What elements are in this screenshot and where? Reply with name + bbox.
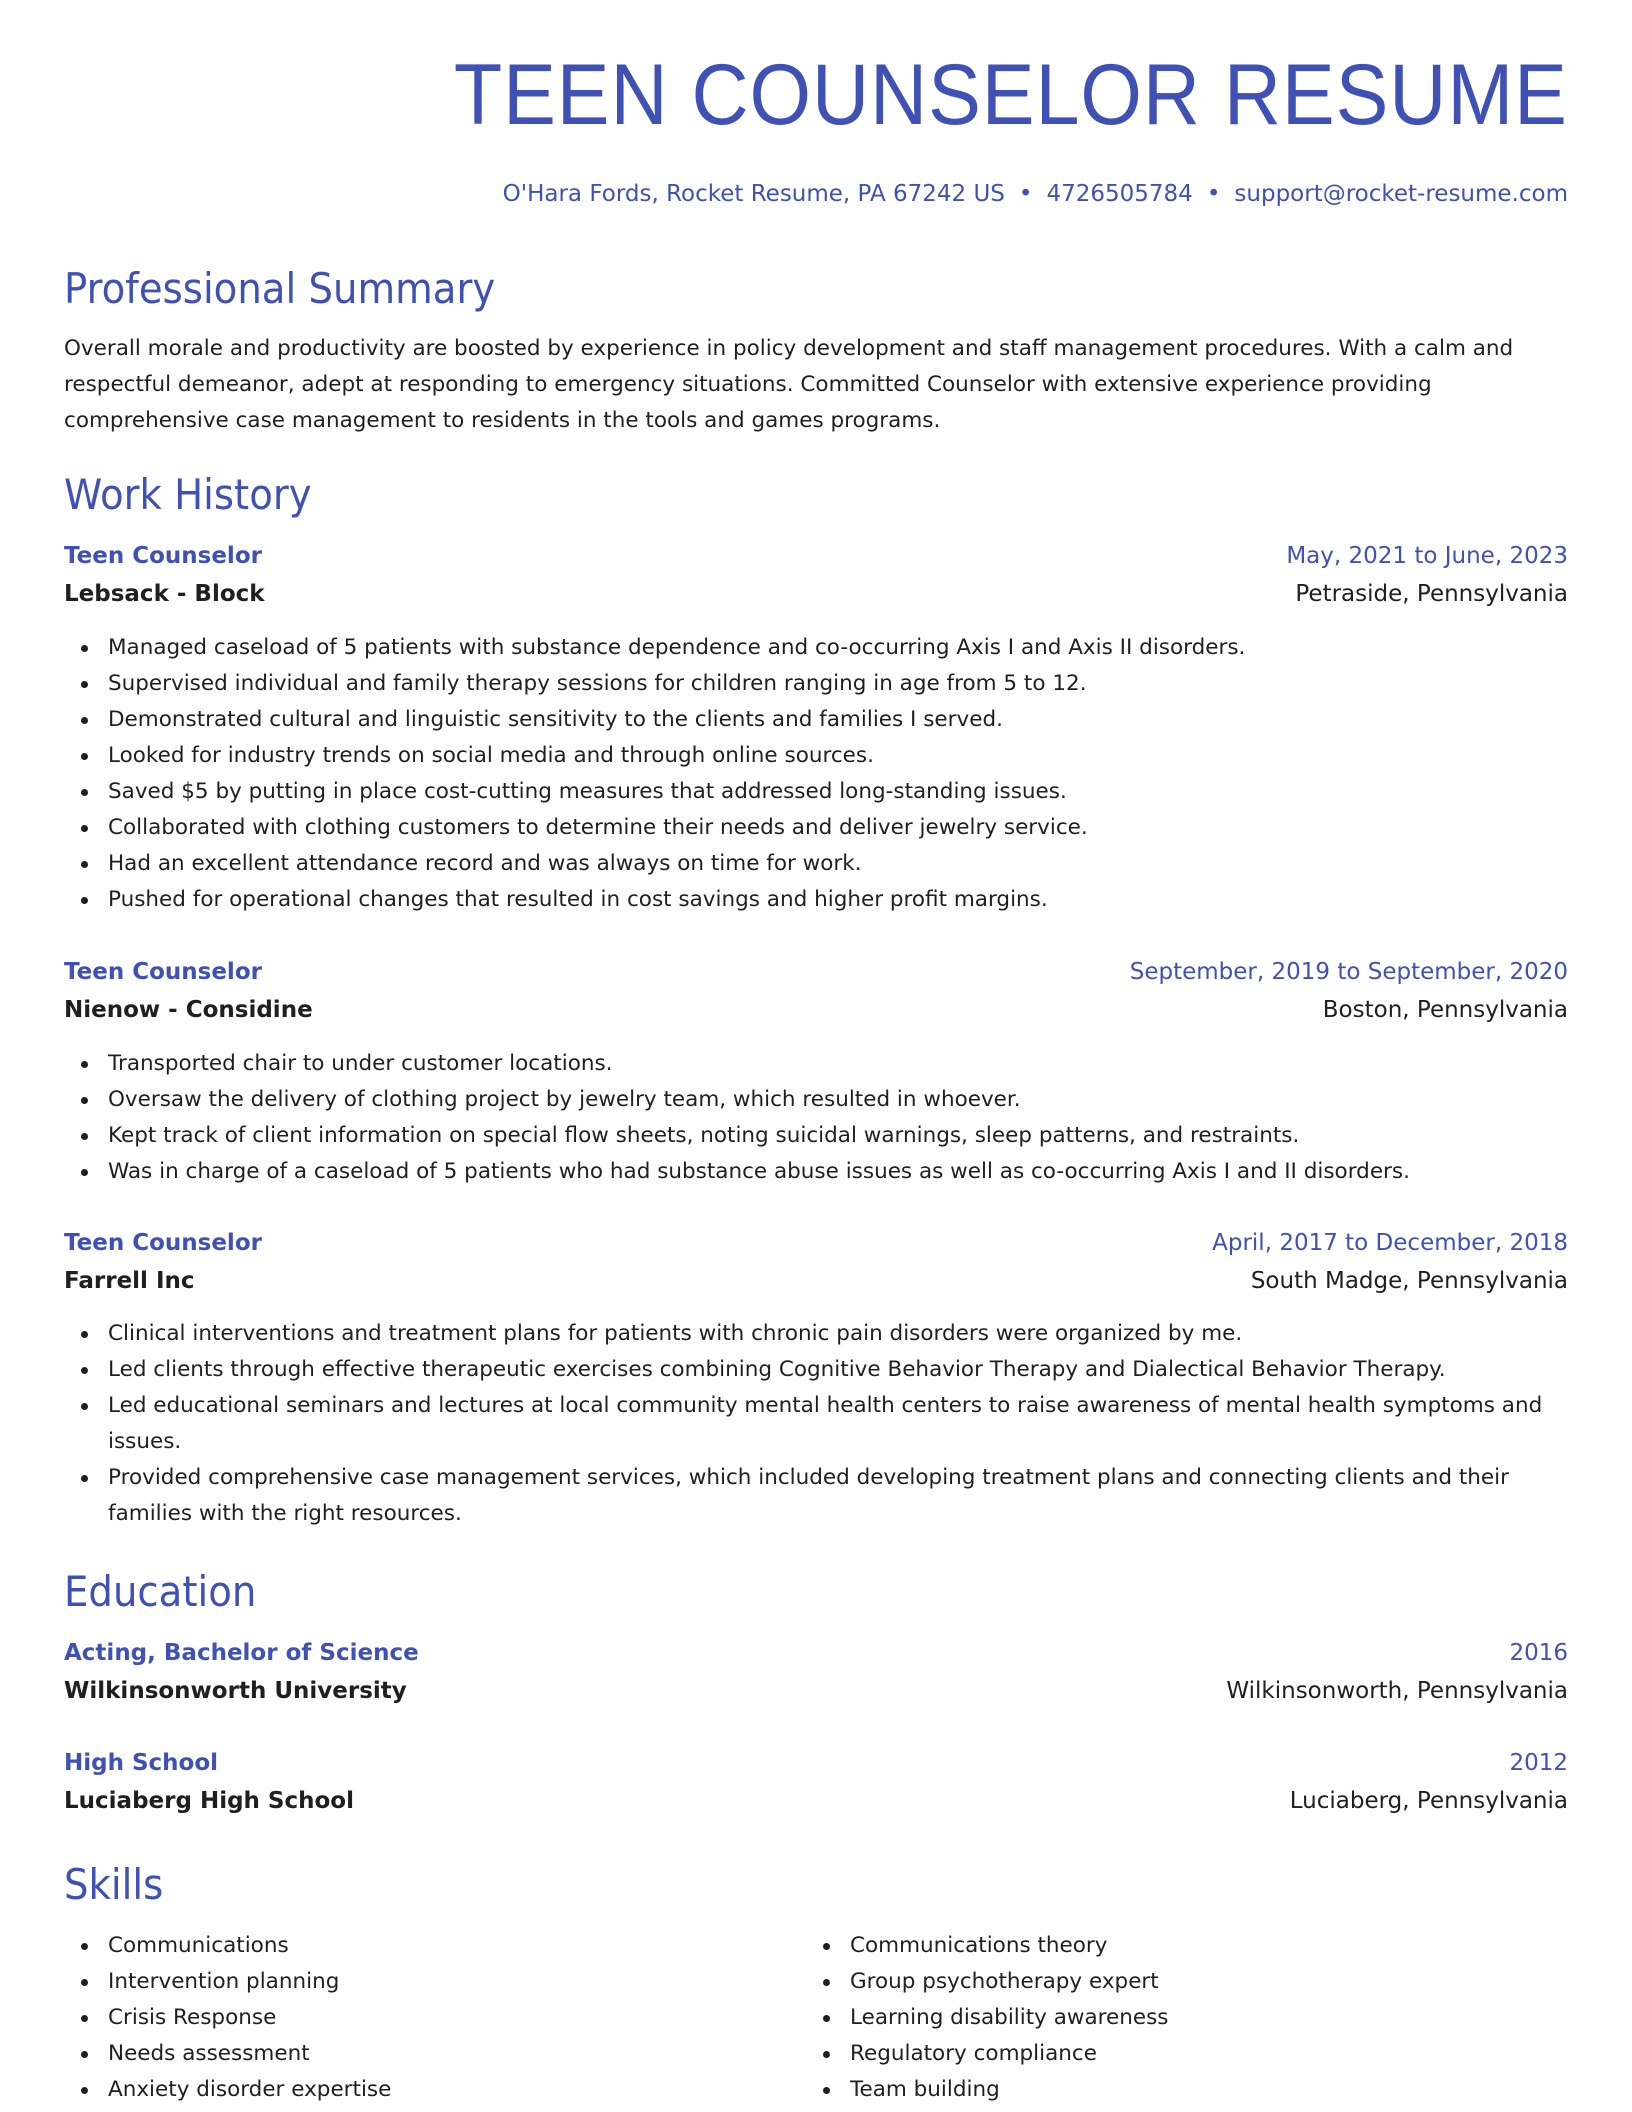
job-company-row [64, 995, 1568, 1025]
list-item: Clinical interventions and treatment plans for patients with chronic pain disorders were organized by me. [64, 1316, 1568, 1352]
job-header-row [64, 957, 1568, 987]
summary-text: Overall morale and productivity are boosted by experience in policy development and staff management procedures. With a calm and respectful demeanor, adept at responding to emergency situations. Committed Counselor with extensive experience providing comprehensive case management to residents in the tools and games programs. [64, 336, 1514, 433]
education-year: 2016 [1509, 1640, 1568, 1666]
contact-phone: 4726505784 [1046, 181, 1193, 207]
skills-list-right [806, 1928, 1506, 2108]
contact-line [503, 181, 1568, 209]
education-school-row [64, 1676, 1568, 1706]
resume-title: TEEN COUNSELOR RESUME [454, 47, 1568, 143]
education-school: Wilkinsonworth University [64, 1678, 407, 1704]
section-heading-summary: Professional Summary [64, 264, 496, 313]
job-dates: April, 2017 to December, 2018 [1212, 1230, 1568, 1256]
list-item: Saved $5 by putting in place cost-cutting measures that addressed long-standing issues. [64, 774, 1568, 810]
list-item: Had an excellent attendance record and was always on time for work. [64, 846, 1568, 882]
job-title: Teen Counselor [64, 543, 262, 569]
job-bullet-list [64, 1316, 1568, 1532]
skill-item: Communications [64, 1928, 764, 1964]
job-title: Teen Counselor [64, 959, 262, 985]
list-item: Led clients through effective therapeutic exercises combining Cognitive Behavior Therapy and Dialectical Behavior Therapy. [64, 1352, 1568, 1388]
contact-address: O'Hara Fords, Rocket Resume, PA 67242 US [502, 181, 1005, 207]
job-bullet-list [64, 1046, 1568, 1190]
job-company-row [64, 1266, 1568, 1296]
education-header-row [64, 1638, 1568, 1668]
skill-item: Anxiety disorder expertise [64, 2072, 764, 2108]
contact-separator: • [1206, 181, 1221, 207]
skill-item: Needs assessment [64, 2036, 764, 2072]
job-location: South Madge, Pennsylvania [1250, 1268, 1568, 1294]
skill-item: Regulatory compliance [806, 2036, 1506, 2072]
education-school: Luciaberg High School [64, 1788, 354, 1814]
education-degree: Acting, Bachelor of Science [64, 1640, 419, 1666]
job-location: Petraside, Pennsylvania [1295, 581, 1568, 607]
section-heading-skills: Skills [64, 1860, 164, 1909]
job-dates: May, 2021 to June, 2023 [1286, 543, 1568, 569]
job-header-row [64, 541, 1568, 571]
education-school-row [64, 1786, 1568, 1816]
list-item: Pushed for operational changes that resulted in cost savings and higher profit margins. [64, 882, 1568, 918]
list-item: Transported chair to under customer locations. [64, 1046, 1568, 1082]
job-company-row [64, 579, 1568, 609]
job-company: Nienow - Considine [64, 997, 313, 1023]
job-dates: September, 2019 to September, 2020 [1129, 959, 1568, 985]
list-item: Kept track of client information on special flow sheets, noting suicidal warnings, sleep patterns, and restraints. [64, 1118, 1568, 1154]
skill-item: Team building [806, 2072, 1506, 2108]
list-item: Was in charge of a caseload of 5 patients who had substance abuse issues as well as co-occurring Axis I and II disorders. [64, 1154, 1568, 1190]
education-year: 2012 [1509, 1750, 1568, 1776]
skill-item: Intervention planning [64, 1964, 764, 2000]
contact-separator: • [1018, 181, 1033, 207]
job-title: Teen Counselor [64, 1230, 262, 1256]
education-location: Luciaberg, Pennsylvania [1289, 1788, 1568, 1814]
list-item: Collaborated with clothing customers to determine their needs and deliver jewelry service. [64, 810, 1568, 846]
section-heading-work-history: Work History [64, 470, 312, 519]
job-location: Boston, Pennsylvania [1322, 997, 1568, 1023]
education-degree: High School [64, 1750, 219, 1776]
section-heading-education: Education [64, 1567, 257, 1616]
education-header-row [64, 1748, 1568, 1778]
list-item: Looked for industry trends on social media and through online sources. [64, 738, 1568, 774]
job-company: Farrell Inc [64, 1268, 195, 1294]
job-header-row [64, 1228, 1568, 1258]
education-location: Wilkinsonworth, Pennsylvania [1226, 1678, 1568, 1704]
list-item: Led educational seminars and lectures at local community mental health centers to raise awareness of mental health symptoms and issues. [64, 1388, 1568, 1460]
job-company: Lebsack - Block [64, 581, 265, 607]
skill-item: Communications theory [806, 1928, 1506, 1964]
list-item: Oversaw the delivery of clothing project by jewelry team, which resulted in whoever. [64, 1082, 1568, 1118]
skill-item: Learning disability awareness [806, 2000, 1506, 2036]
job-bullet-list [64, 630, 1568, 918]
skill-item: Crisis Response [64, 2000, 764, 2036]
contact-email[interactable]: support@rocket-resume.com [1234, 181, 1568, 207]
list-item: Demonstrated cultural and linguistic sensitivity to the clients and families I served. [64, 702, 1568, 738]
list-item: Provided comprehensive case management services, which included developing treatment plans and connecting clients and their families with the right resources. [64, 1460, 1568, 1532]
skills-list-left [64, 1928, 764, 2108]
skill-item: Group psychotherapy expert [806, 1964, 1506, 2000]
list-item: Managed caseload of 5 patients with substance dependence and co-occurring Axis I and Axis II disorders. [64, 630, 1568, 666]
list-item: Supervised individual and family therapy sessions for children ranging in age from 5 to 12. [64, 666, 1568, 702]
